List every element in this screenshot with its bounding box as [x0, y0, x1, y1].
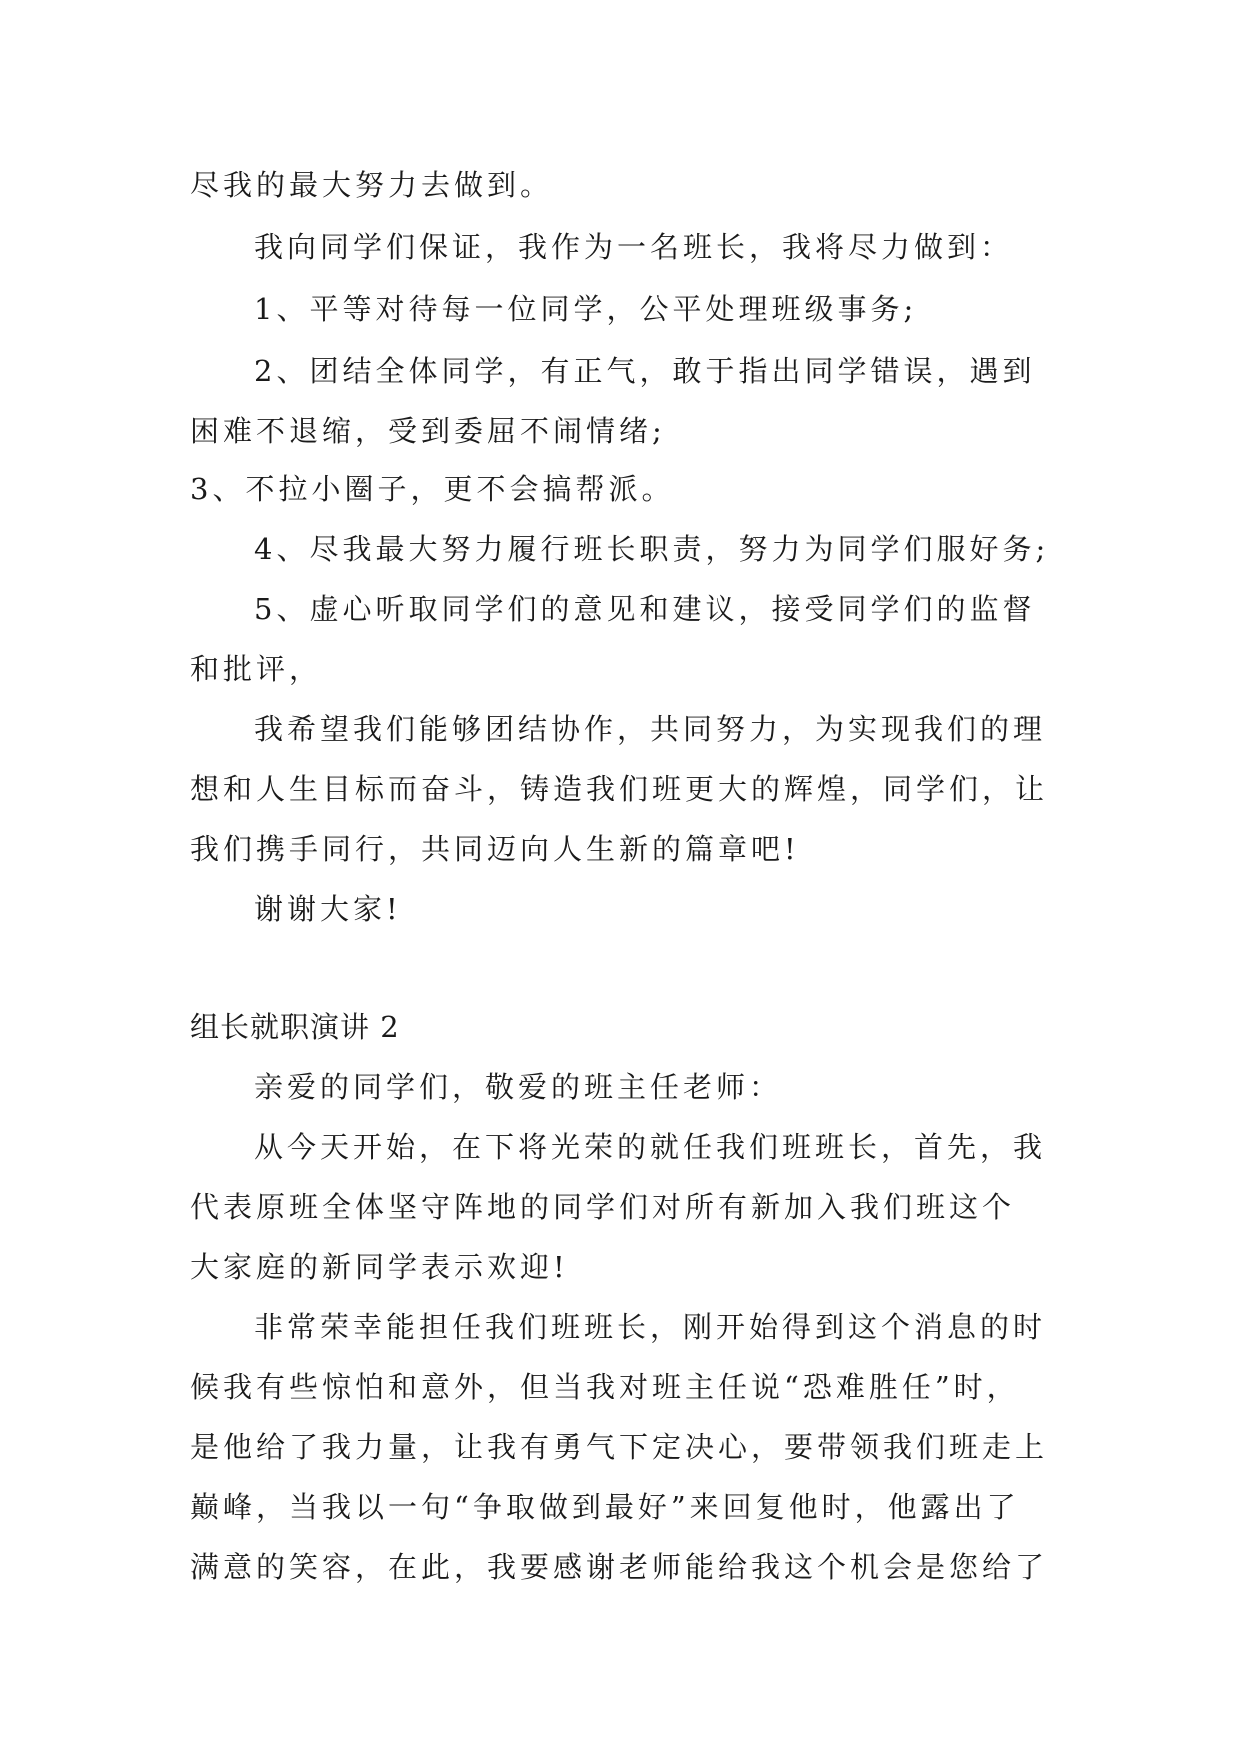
- section-title: 组长就职演讲 2: [190, 1010, 400, 1044]
- text-line: 我希望我们能够团结协作，共同努力，为实现我们的理: [254, 712, 1047, 746]
- text-line: 尽我的最大努力去做到。: [190, 168, 554, 202]
- text-line: 我们携手同行，共同迈向人生新的篇章吧!: [190, 832, 800, 866]
- text-line: 和批评，: [190, 652, 323, 686]
- text-line: 非常荣幸能担任我们班班长，刚开始得到这个消息的时: [254, 1310, 1047, 1344]
- text-line: 满意的笑容，在此，我要感谢老师能给我这个机会是您给了: [190, 1550, 1049, 1584]
- text-line: 谢谢大家!: [254, 892, 402, 926]
- text-line: 想和人生目标而奋斗，铸造我们班更大的辉煌，同学们，让: [190, 772, 1049, 806]
- list-item: 2、团结全体同学，有正气，敢于指出同学错误，遇到: [254, 354, 1036, 388]
- text-line: 巅峰，当我以一句“争取做到最好”来回复他时，他露出了: [190, 1490, 1020, 1524]
- text-line: 我向同学们保证，我作为一名班长，我将尽力做到：: [254, 230, 1014, 264]
- text-line: 候我有些惊怕和意外，但当我对班主任说“恐难胜任”时，: [190, 1370, 1020, 1404]
- text-line: 困难不退缩，受到委屈不闹情绪;: [190, 414, 666, 448]
- list-item: 3、不拉小圈子，更不会搞帮派。: [190, 472, 675, 506]
- list-item: 1、平等对待每一位同学，公平处理班级事务;: [254, 292, 918, 326]
- text-line: 代表原班全体坚守阵地的同学们对所有新加入我们班这个: [190, 1190, 1016, 1224]
- salutation: 亲爱的同学们，敬爱的班主任老师：: [254, 1070, 783, 1104]
- text-line: 大家庭的新同学表示欢迎!: [190, 1250, 569, 1284]
- list-item: 5、虚心听取同学们的意见和建议，接受同学们的监督: [254, 592, 1036, 626]
- list-item: 4、尽我最大努力履行班长职责，努力为同学们服好务;: [254, 532, 1050, 566]
- text-line: 是他给了我力量，让我有勇气下定决心，要带领我们班走上: [190, 1430, 1049, 1464]
- text-line: 从今天开始，在下将光荣的就任我们班班长，首先，我: [254, 1130, 1047, 1164]
